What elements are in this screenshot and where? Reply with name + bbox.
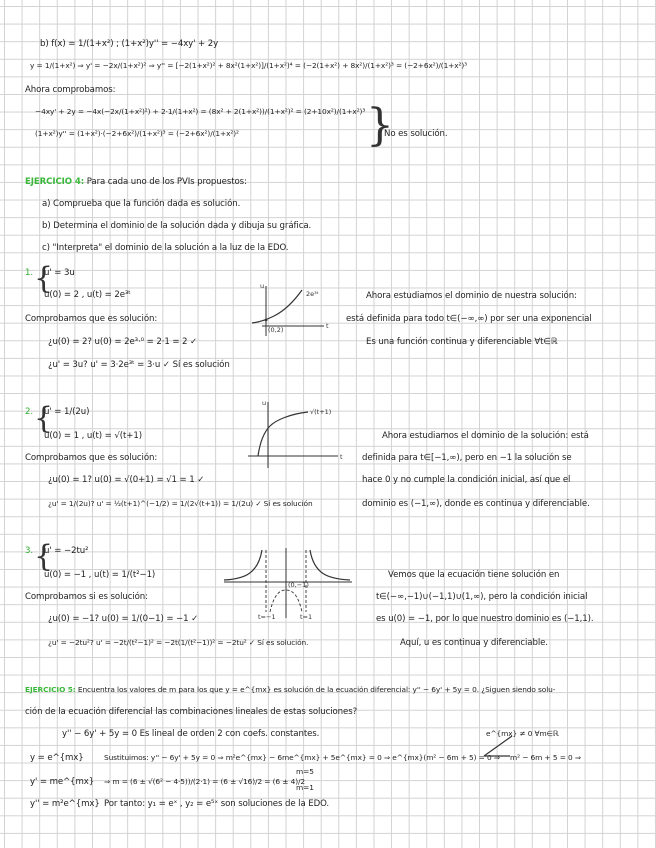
p2-check-title: Comprobamos que es solución: [25,453,158,463]
partb-conclusion: No es solución. [384,129,448,139]
partb-line2: y = 1/(1+x²) ⇒ y' = −2x/(1+x²)² ⇒ y'' = [−2(1+x²)² + 8x²(1+x²)]/(1+x²)⁴ = (−2(1+x²) + 8x²)/(1+x²)³ = (−2+6x²)/(1+x²)³ [30,61,468,70]
brace-partb: } [366,100,394,151]
ej4-header [25,176,247,188]
p2-curve [258,412,308,456]
p3-curve-right [310,550,350,580]
p3-check1: ¿u(0) = −1? u(0) = 1/(0−1) = −1 ✓ [48,614,199,624]
p3-remark4: Aquí, u es continua y diferenciable. [400,638,548,648]
ej4-title: EJERCICIO 4: [25,177,85,187]
p3-graph [224,546,354,622]
p2-check1: ¿u(0) = 1? u(0) = √(0+1) = √1 = 1 ✓ [48,475,205,485]
p1-number: 1. [25,268,33,278]
ej5-branch-arrows [482,732,518,758]
p2-remark3: hace 0 y no cumple la condición inicial, así que el [362,475,571,485]
p1-point-label: (0,2) [268,326,284,334]
ej5-subst: Sustituimos: y'' − 6y' + 5y = 0 ⇒ m²e^{mx} − 6me^{mx} + 5e^{mx} = 0 ⇒ e^{mx}(m² − 6m + 5) = 0 ⇒ [104,753,500,762]
ej5-final: Por tanto: y₁ = eˣ , y₂ = e⁵ˣ son soluciones de la EDO. [104,799,330,809]
p3-point-label: (0,−1) [288,581,309,589]
p3-curve-left [224,550,262,580]
p1-check2: ¿u' = 3u? u' = 3·2e³ᵗ = 3·u ✓ Sí es solución [48,360,230,370]
brace-p1: { [34,261,54,296]
ej5-sol: ⇒ m = (6 ± √(6² − 4·5))/(2·1) = (6 ± √16)/2 = (6 ± 4)/2 [104,777,305,786]
p1-check-title: Comprobamos que es solución: [25,314,158,324]
p2-curve-label: √(t+1) [310,408,332,416]
p2-eq2: u(0) = 1 , u(t) = √(t+1) [44,431,142,441]
ej5-y1: y' = me^{mx} [30,777,95,787]
partb-line5: (1+x²)y'' = (1+x²)·(−2+6x²)/(1+x²)³ = (−2+6x²)/(1+x²)² [35,129,239,138]
p1-t-label: t [326,322,329,330]
p3-number: 3. [25,546,33,556]
p1-curve-label: 2e³ᵗ [306,290,319,298]
p2-remark4: dominio es (−1,∞), donde es continua y diferenciable. [362,499,590,509]
p3-remark3: es u(0) = −1, por lo que nuestro dominio es (−1,1). [376,614,594,624]
ej5-annot1: e^{mx} ≠ 0 ∀m∈ℝ [486,729,559,738]
p1-remark3: Es una función continua y diferenciable ∀t∈ℝ [366,337,558,347]
p2-t-label: t [340,453,343,461]
p1-remark1: Ahora estudiamos el dominio de nuestra solución: [366,291,577,301]
p2-graph [248,398,348,470]
p3-right-label: t=1 [300,613,313,621]
partb-line4: −4xy' + 2y = −4x(−2x/(1+x²)²) + 2·1/(1+x²) = (8x² + 2(1+x²))/(1+x²)² = (2+10x²)/(1+x²)³ [35,107,366,116]
ej5-y0: y = e^{mx} [30,753,84,763]
p2-u-label: u [262,399,267,407]
partb-line3: Ahora comprobamos: [25,85,116,95]
p1-curve [252,290,302,323]
ej5-line1: y'' − 6y' + 5y = 0 Es lineal de orden 2 con coefs. constantes. [62,729,320,739]
ej5-statement2: ción de la ecuación diferencial las combinaciones lineales de estas soluciones? [25,707,358,717]
p3-remark2: t∈(−∞,−1)∪(−1,1)∪(1,∞), pero la condición inicial [376,592,588,602]
p1-check1: ¿u(0) = 2? u(0) = 2e³·⁰ = 2·1 = 2 ✓ [48,337,198,347]
brace-p2: { [34,401,54,436]
ej4-item-c: c) "Interpreta" el dominio de la solución a la luz de la EDO. [42,243,289,253]
brace-p3: { [34,539,54,574]
p3-check-title: Comprobamos si es solución: [25,592,148,602]
ej5-statement: Encuentra los valores de m para los que y = e^{mx} es solución de la ecuación diferencial: y'' − 6y' + 5y = 0. ¿Siguen siendo solu- [77,685,556,694]
p2-eq1: u' = 1/(2u) [44,407,90,417]
ej5-title: EJERCICIO 5: [25,685,76,694]
p3-eq2: u(0) = −1 , u(t) = 1/(t²−1) [44,570,156,580]
p3-check2: ¿u' = −2tu²? u' = −2t/(t²−1)² = −2t(1/(t²−1))² = −2tu² ✓ Sí es solución. [48,638,309,647]
p1-eq2: u(0) = 2 , u(t) = 2e³ᵗ [44,290,131,300]
ej5-root-top: m=5 [296,767,314,776]
ej5-root-bottom: m=1 [296,783,314,792]
p3-remark1: Vemos que la ecuación tiene solución en [388,570,560,580]
ej5-header [25,684,555,696]
ej4-statement: Para cada uno de los PVIs propuestos: [86,177,247,187]
p1-eq1: u' = 3u [44,268,75,278]
p2-remark1: Ahora estudiamos el dominio de la solución: está [382,431,589,441]
p3-left-label: t=−1 [258,613,276,621]
p2-remark2: definida para t∈[−1,∞), pero en −1 la solución se [362,453,572,463]
partb-line1: b) f(x) = 1/(1+x²) ; (1+x²)y'' = −4xy' + 2y [40,39,219,49]
ej5-y2: y'' = m²e^{mx} [30,799,100,809]
ej4-item-b: b) Determina el dominio de la solución dada y dibuja su gráfica. [42,221,312,231]
ej5-quad: m² − 6m + 5 = 0 ⇒ [510,753,581,762]
ej5-arrow-up [484,736,512,756]
p1-graph [252,282,332,342]
p1-remark2: está definida para todo t∈(−∞,∞) por ser una exponencial [346,314,592,324]
p1-initial-point [265,319,268,322]
p3-eq1: u' = −2tu² [44,546,89,556]
p2-check2: ¿u' = 1/(2u)? u' = ½(t+1)^(−1/2) = 1/(2√(t+1)) = 1/(2u) ✓ Sí es solución [48,499,313,508]
p1-u-label: u [260,282,265,290]
ej4-item-a: a) Comprueba que la función dada es solución. [42,199,241,209]
p2-number: 2. [25,407,33,417]
